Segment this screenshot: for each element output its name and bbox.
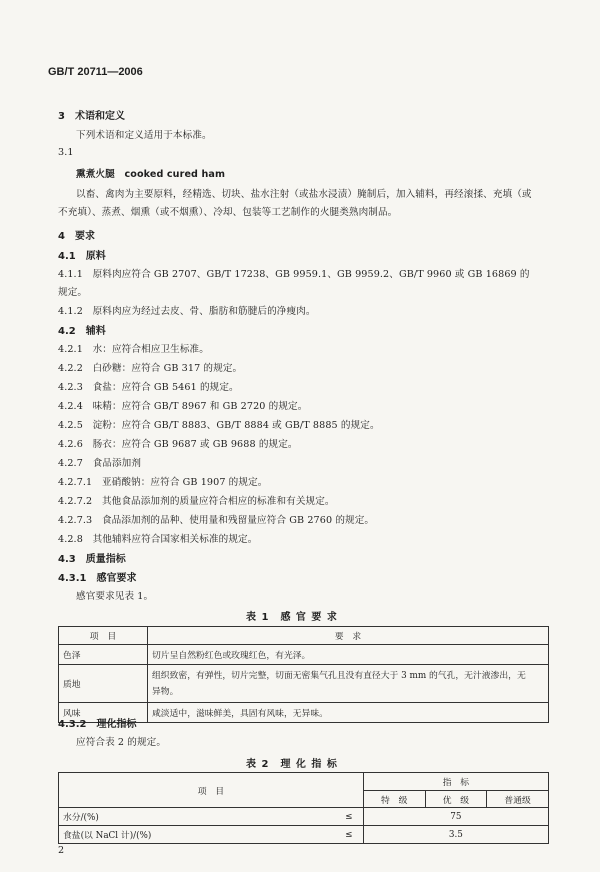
clause-4-2-4: 4.2.4 味精：应符合 GB/T 8967 和 GB 2720 的规定。 xyxy=(58,401,308,412)
clause-4-3-1-text: 感官要求见表 1。 xyxy=(76,591,154,602)
table1-row-requirement: 切片呈自然粉红色或玫瑰红色，有光泽。 xyxy=(148,645,549,665)
clause-4-3: 4.3 质量指标 xyxy=(58,554,126,565)
clause-4-1-1b: 规定。 xyxy=(58,287,88,298)
term-cn: 熏煮火腿 xyxy=(76,169,115,180)
clause-4-2-7-3: 4.2.7.3 食品添加剂的品种、使用量和残留量应符合 GB 2760 的规定。 xyxy=(58,515,375,526)
term-heading xyxy=(76,166,225,180)
clause-4-2-3: 4.2.3 食盐：应符合 GB 5461 的规定。 xyxy=(58,382,239,393)
table1-row-requirement: 咸淡适中，滋味鲜美，具固有风味，无异味。 xyxy=(148,703,549,723)
table1-row-item: 风味 xyxy=(59,703,148,723)
table2-row-symbol: ≤ xyxy=(335,808,364,826)
clause-4-2-7: 4.2.7 食品添加剂 xyxy=(58,458,142,469)
table2-header-item: 项 目 xyxy=(59,773,364,808)
clause-4-3-1: 4.3.1 感官要求 xyxy=(58,573,137,584)
table1-header-requirement: 要 求 xyxy=(148,627,549,645)
clause-4-2-2: 4.2.2 白砂糖：应符合 GB 317 的规定。 xyxy=(58,363,243,374)
table1 xyxy=(58,626,549,723)
clause-4-1-1a: 4.1.1 原料肉应符合 GB 2707、GB/T 17238、GB 9959.1、GB 9959.2、GB/T 9960 或 GB 16869 的 xyxy=(58,269,530,280)
table2-caption: 表 2 理 化 指 标 xyxy=(246,759,338,770)
table2-row-value: 3.5 xyxy=(363,826,548,844)
clause-4-2: 4.2 辅料 xyxy=(58,326,106,337)
clause-4-3-2: 4.3.2 理化指标 xyxy=(58,719,137,730)
table2-row-item: 水分/(%) xyxy=(59,808,335,826)
table2-grade-superior: 优 级 xyxy=(425,791,487,808)
clause-4-2-1: 4.2.1 水：应符合相应卫生标准。 xyxy=(58,344,209,355)
table1-header-item: 项 目 xyxy=(59,627,148,645)
table2-row-item: 食盐(以 NaCl 计)/(%) xyxy=(59,826,335,844)
clause-4-2-7-1: 4.2.7.1 亚硝酸钠：应符合 GB 1907 的规定。 xyxy=(58,477,268,488)
section-4-title: 4 要求 xyxy=(58,231,95,242)
section-3-intro: 下列术语和定义适用于本标准。 xyxy=(76,130,212,141)
header-code: GB/T 20711—2006 xyxy=(48,66,143,78)
table2-grade-ordinary: 普通级 xyxy=(487,791,549,808)
table2-row-value: 75 xyxy=(363,808,548,826)
term-definition-line2: 不充填）、蒸煮、烟熏（或不烟熏）、冷却、包装等工艺制作的火腿类熟肉制品。 xyxy=(58,207,398,218)
table1-row-item: 质地 xyxy=(59,665,148,703)
table1-texture-line2: 异物。 xyxy=(152,686,179,697)
clause-4-2-5: 4.2.5 淀粉：应符合 GB/T 8883、GB/T 8884 或 GB/T 8885 的规定。 xyxy=(58,420,380,431)
clause-4-2-6: 4.2.6 肠衣：应符合 GB 9687 或 GB 9688 的规定。 xyxy=(58,439,298,450)
table1-row-item: 色泽 xyxy=(59,645,148,665)
clause-3-1: 3.1 xyxy=(58,147,74,158)
table1-caption: 表 1 感 官 要 求 xyxy=(246,612,338,623)
clause-4-2-8: 4.2.8 其他辅料应符合国家相关标准的规定。 xyxy=(58,534,258,545)
table1-texture-line1: 组织致密，有弹性，切片完整，切面无密集气孔且没有直径大于 3 mm 的气孔，无汁液渗出，无 xyxy=(152,670,526,681)
clause-4-1: 4.1 原料 xyxy=(58,251,106,262)
table2-header-index: 指 标 xyxy=(363,773,548,791)
term-en: cooked cured ham xyxy=(124,169,226,180)
table2-row-symbol: ≤ xyxy=(335,826,364,844)
clause-4-1-2: 4.1.2 原料肉应为经过去皮、骨、脂肪和筋腱后的净瘦肉。 xyxy=(58,306,316,317)
term-definition-line1: 以畜、禽肉为主要原料，经精选、切块、盐水注射（或盐水浸渍）腌制后，加入辅料，再经滚揉、充填（或 xyxy=(76,189,532,200)
table2 xyxy=(58,772,549,844)
section-3-title: 3 术语和定义 xyxy=(58,111,125,122)
table1-row-requirement xyxy=(148,665,549,703)
clause-4-2-7-2: 4.2.7.2 其他食品添加剂的质量应符合相应的标准和有关规定。 xyxy=(58,496,335,507)
clause-4-3-2-text: 应符合表 2 的规定。 xyxy=(76,737,167,748)
table2-grade-special: 特 级 xyxy=(363,791,425,808)
page-number: 2 xyxy=(58,845,65,856)
